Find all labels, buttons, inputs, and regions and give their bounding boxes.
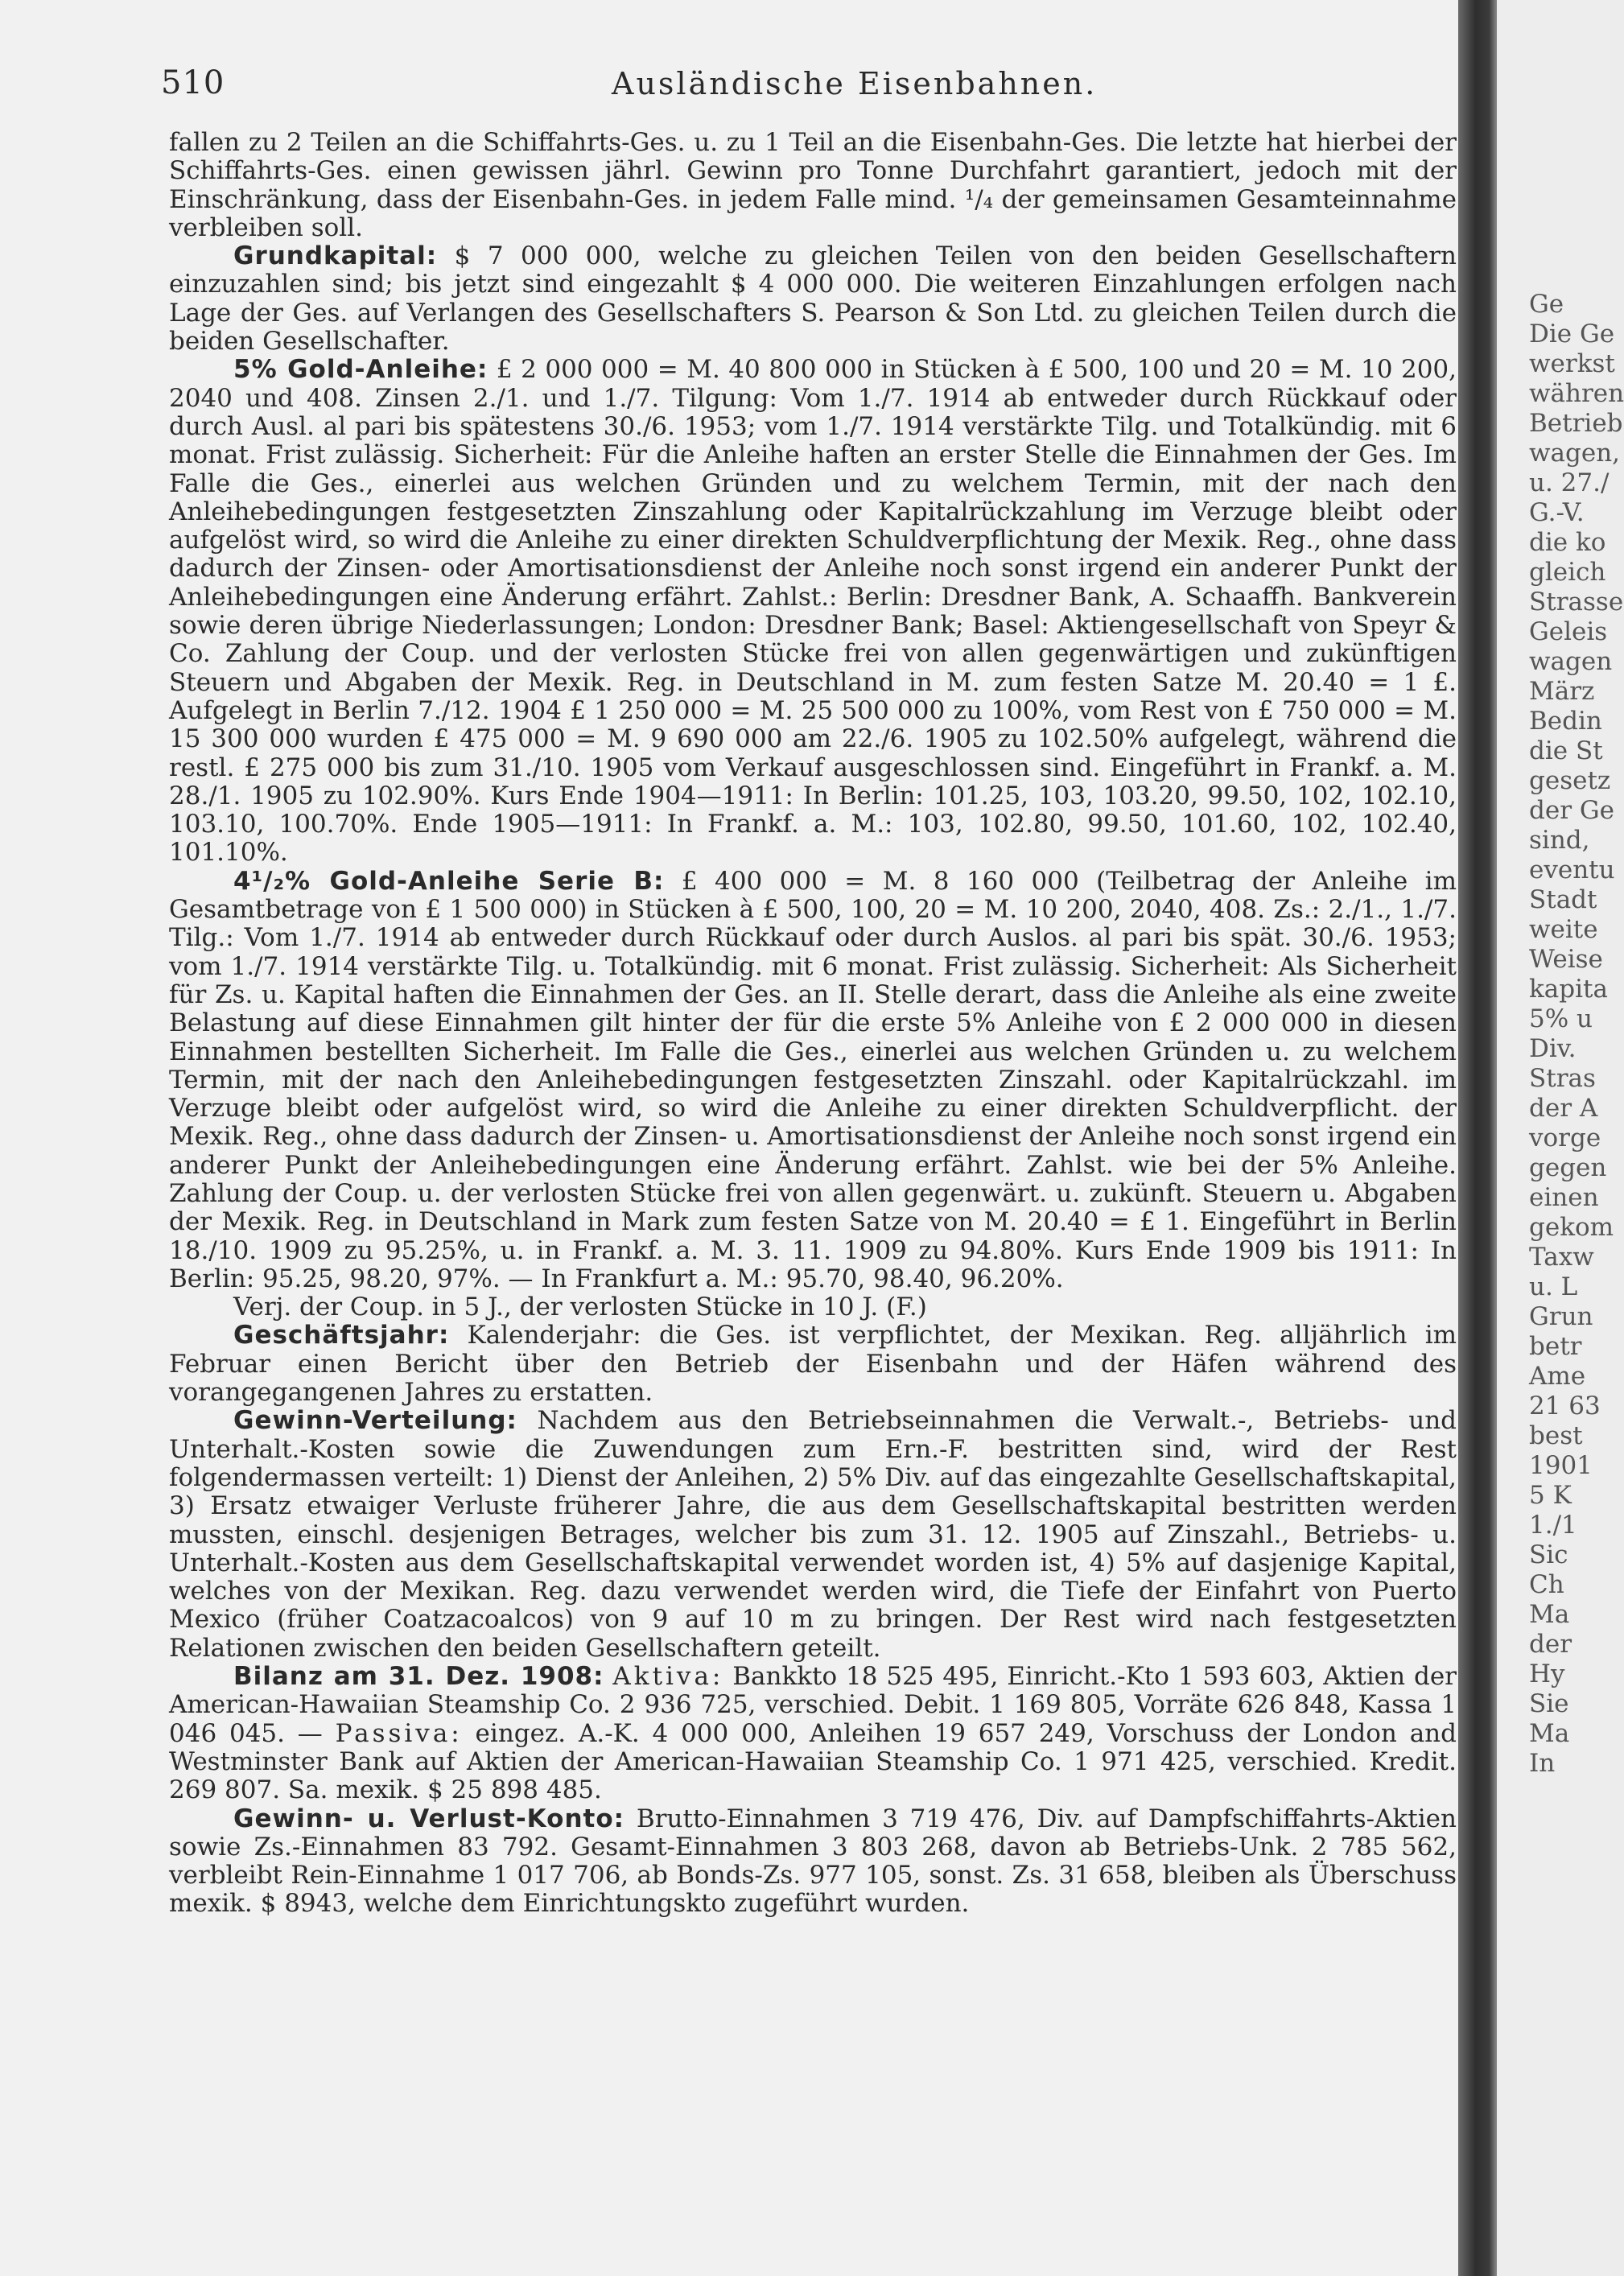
adjacent-page-fragment: 5% u: [1529, 1004, 1593, 1033]
adjacent-page-fragment: der: [1529, 1630, 1572, 1659]
page-number: 510: [161, 64, 225, 101]
adjacent-page-fragment: wagen: [1529, 647, 1613, 676]
adjacent-page-fragment: Sie: [1529, 1689, 1569, 1718]
adjacent-page-fragment: werkst: [1529, 349, 1615, 378]
paragraph-text: Kalenderjahr: die Ges. ist verpflichtet, der Mexikan. Reg. alljährlich im Februar einen Bericht über den Betrieb der Eisenbahn und der Häfen während des vorangegangenen Jahres zu erstatten.: [169, 1321, 1457, 1408]
paragraph-gewinn-verteilung: [169, 1407, 1457, 1663]
paragraph-bilanz: [169, 1663, 1457, 1804]
adjacent-page-fragment: sind,: [1529, 826, 1590, 855]
adjacent-page-fragment: kapita: [1529, 975, 1608, 1004]
article-body: [169, 129, 1457, 1919]
adjacent-page-fragment: 1./1: [1529, 1511, 1577, 1540]
adjacent-page-fragment: Geleis: [1529, 617, 1608, 646]
section-heading: Grundkapital:: [233, 241, 438, 271]
adjacent-page-fragment: währen: [1529, 379, 1624, 408]
section-heading: 5% Gold-Anleihe:: [233, 355, 488, 385]
adjacent-page-fragment: wagen,: [1529, 439, 1621, 468]
paragraph-text: Nachdem aus den Betriebseinnahmen die Verwalt.-, Betriebs- und Unterhalt.-Kosten sowie die Zuwendungen zum Ern.-F. bestritten sind, wird der Rest folgendermassen verteilt: 1) Dienst der Anleihen, 2) 5% Div. auf das eingezahlte Gesellschaftskapital, 3) Ersatz etwaiger Verluste früherer Jahre, die aus dem Gesellschaftskapital bestritten werden mussten, einschl. desjenigen Betrages, welcher bis zum 31. 12. 1905 auf Zinszahl., Betriebs- u. Unterhalt.-Kosten aus dem Gesellschaftskapital verwendet worden ist, 4) 5% auf dasjenige Kapital, welches von der Mexikan. Reg. dazu verwendet werden wird, die Tiefe der Einfahrt von Puerto Mexico (früher Coatzacoalcos) von 9 auf 10 m zu bringen. Der Rest wird nach festgesetzten Relationen zwischen den beiden Gesellschaftern geteilt.: [169, 1406, 1457, 1663]
paragraph-text: eingez. A.-K. 4 000 000, Anleihen 19 657 249, Vorschuss der London and Westminster Bank auf Aktien der American-Hawaiian Steamship Co. 1 971 425, verschied. Kredit. 269 807. Sa. mexik. $ 25 898 485.: [169, 1718, 1457, 1805]
adjacent-page-fragment: 1901: [1529, 1451, 1593, 1480]
adjacent-page-fragment: best: [1529, 1421, 1583, 1450]
adjacent-page-fragment: Strasse: [1529, 588, 1624, 616]
passiva-label: Passiva:: [335, 1718, 463, 1748]
paragraph-gewinn-verlust-konto: [169, 1805, 1457, 1919]
section-heading: 4¹/₂% Gold-Anleihe Serie B:: [233, 866, 665, 896]
paragraph-text: Bankkto 18 525 495, Einricht.-Kto 1 593 603, Aktien der American-Hawaiian Steamship Co. 2 936 725, verschied. Debit. 1 169 805, Vorräte 626 848, Kassa 1 046 045. —: [169, 1662, 1457, 1748]
adjacent-page-fragment: In: [1529, 1749, 1556, 1778]
adjacent-page-fragment: 5 K: [1529, 1481, 1572, 1510]
adjacent-page-fragment: G.-V.: [1529, 498, 1585, 527]
paragraph-continuation: [169, 129, 1457, 242]
page-header: [161, 64, 1449, 113]
adjacent-page-fragment: Bedin: [1529, 707, 1602, 736]
adjacent-page-fragment: u. L: [1529, 1272, 1578, 1301]
paragraph-text: [604, 1662, 613, 1691]
adjacent-page-fragment: Ma: [1529, 1719, 1570, 1748]
adjacent-page-fragment: der Ge: [1529, 796, 1614, 825]
adjacent-page-fragment: Ge: [1529, 290, 1564, 319]
adjacent-page-fragment: Grun: [1529, 1302, 1593, 1331]
running-title: Ausländische Eisenbahnen.: [612, 66, 1098, 101]
paragraph-text: £ 400 000 = M. 8 160 000 (Teilbetrag der Anleihe im Gesamtbetrage von £ 1 500 000) in Stücken à £ 500, 100, 20 = M. 10 200, 2040, 408. Zs.: 2./1., 1./7. Tilg.: Vom 1./7. 1914 ab entweder durch Rückkauf oder durch Auslos. al pari bis spät. 30./6. 1953; vom 1./7. 1914 verstärkte Tilg. u. Totalkündig. mit 6 monat. Frist zulässig. Sicherheit: Als Sicherheit für Zs. u. Kapital haften die Einnahmen der Ges. an II. Stelle derart, dass die Anleihe als eine zweite Belastung auf diese Einnahmen gilt hinter der für die erste 5% Anleihe von £ 2 000 000 in diesen Einnahmen bestellten Sicherheit. Im Falle die Ges., einerlei aus welchen Gründen u. zu welchem Termin, mit der nach den Anleihebedingungen festgesetzten Zinszahl. oder Kapitalrückzahl. im Verzuge bleibt oder aufgelöst wird, so wird die Anleihe zu einer direkten Schuldverpflicht. der Mexik. Reg., ohne dass dadurch der Zinsen- u. Amortisationsdienst der Anleihe noch sonst irgend ein anderer Punkt der Anleihebedingungen eine Änderung erfährt. Zahlst. wie bei der 5% Anleihe. Zahlung der Coup. u. der verlosten Stücke frei von allen gegenwärt. u. zukünft. Steuern u. Abgaben der Mexik. Reg. in Deutschland in Mark zum festen Satze von M. 20.40 = £ 1. Eingeführt in Berlin 18./10. 1909 zu 95.25%, u. in Frankf. a. M. 3. 11. 1909 zu 94.80%. Kurs Ende 1909 bis 1911: In Berlin: 95.25, 98.20, 97%. — In Frankfurt a. M.: 95.70, 98.40, 96.20%.: [169, 866, 1457, 1293]
adjacent-page-fragment: Weise: [1529, 945, 1603, 974]
adjacent-page-fragment: u. 27./: [1529, 468, 1610, 497]
adjacent-page-fragment: der A: [1529, 1094, 1598, 1123]
adjacent-page-fragment: eventu: [1529, 856, 1615, 884]
adjacent-page-fragment: Stras: [1529, 1064, 1596, 1093]
adjacent-page-fragment: die St: [1529, 736, 1603, 765]
adjacent-page-fragment: betr: [1529, 1332, 1582, 1361]
adjacent-page-fragment: vorge: [1529, 1124, 1601, 1152]
adjacent-page-fragment: Sic: [1529, 1540, 1568, 1569]
adjacent-page-fragment: gegen: [1529, 1153, 1607, 1182]
adjacent-page-fragment: weite: [1529, 915, 1598, 944]
adjacent-page-fragment: Div.: [1529, 1034, 1577, 1063]
section-heading: Gewinn-Verteilung:: [233, 1406, 517, 1436]
adjacent-page-fragment: Taxw: [1529, 1243, 1594, 1272]
adjacent-page-fragment: die ko: [1529, 528, 1606, 557]
adjacent-page-fragment: Stadt: [1529, 885, 1597, 914]
section-heading: Gewinn- u. Verlust-Konto:: [233, 1804, 625, 1833]
adjacent-page-fragment: Ch: [1529, 1570, 1564, 1599]
book-gutter: [1458, 0, 1497, 2276]
paragraph-text: fallen zu 2 Teilen an die Schiffahrts-Ges. u. zu 1 Teil an die Eisenbahn-Ges. Die letzte hat hierbei der Schiffahrts-Ges. einen gewissen jährl. Gewinn pro Tonne Durchfahrt garantiert, jedoch mit der Einschränkung, dass der Eisenbahn-Ges. in jedem Falle mind. ¹/₄ der gemeinsamen Gesamteinnahme verbleiben soll.: [169, 128, 1457, 242]
paragraph-gold-anleihe: [169, 356, 1457, 867]
adjacent-page-fragment: Ame: [1529, 1362, 1586, 1391]
paragraph-geschaeftsjahr: [169, 1321, 1457, 1407]
paragraph-text: $ 7 000 000, welche zu gleichen Teilen von den beiden Gesellschaftern einzuzahlen sind; bis jetzt sind eingezahlt $ 4 000 000. Die weiteren Einzahlungen erfolgen nach Lage der Ges. auf Verlangen des Gesellschafters S. Pearson & Son Ltd. zu gleichen Teilen durch die beiden Gesellschafter.: [169, 241, 1457, 357]
section-heading: Geschäftsjahr:: [233, 1321, 450, 1350]
paragraph-text: £ 2 000 000 = M. 40 800 000 in Stücken à £ 500, 100 und 20 = M. 10 200, 2040 und 408. Zinsen 2./1. und 1./7. Tilgung: Vom 1./7. 1914 ab entweder durch Rückkauf oder durch Ausl. al pari bis spätestens 30./6. 1953; vom 1./7. 1914 verstärkte Tilg. und Totalkündig. mit 6 monat. Frist zulässig. Sicherheit: Für die Anleihe haften an erster Stelle die Einnahmen der Ges. Im Falle die Ges., einerlei aus welchen Gründen und zu welchem Termin, mit der nach den Anleihebedingungen festgesetzten Zinszahlung oder Kapitalrückzahlung im Verzuge bleibt oder aufgelöst wird, so wird die Anleihe zu einer direkten Schuldverpflichtung der Mexik. Reg., ohne dass dadurch der Zinsen- oder Amortisationsdienst der Anleihe noch sonst irgend ein anderer Punkt der Anleihebedingungen eine Änderung erfährt. Zahlst.: Berlin: Dresdner Bank, A. Schaaffh. Bankverein sowie deren übrige Niederlassungen; London: Dresdner Bank; Basel: Aktiengesellschaft von Speyr & Co. Zahlung der Coup. und der verlosten Stücke frei von allen gegenwärtigen und zukünftigen Steuern und Abgaben der Mexik. Reg. in Deutschland in M. zum festen Satze M. 20.40 = 1 £. Aufgelegt in Berlin 7./12. 1904 £ 1 250 000 = M. 25 500 000 zu 100%, vom Rest von £ 750 000 = M. 15 300 000 wurden £ 475 000 = M. 9 690 000 am 22./6. 1905 zu 102.50% aufgelegt, während die restl. £ 275 000 bis zum 31./10. 1905 vom Verkauf ausgeschlossen sind. Eingeführt in Frankf. a. M. 28./1. 1905 zu 102.90%. Kurs Ende 1904—1911: In Berlin: 101.25, 103, 103.20, 99.50, 102, 102.10, 103.10, 100.70%. Ende 1905—1911: In Frankf. a. M.: 103, 102.80, 99.50, 101.60, 102, 102.40, 101.10%.: [169, 355, 1457, 868]
paragraph-grundkapital: [169, 242, 1457, 356]
adjacent-page-fragment: gesetz: [1529, 766, 1611, 795]
adjacent-page-fragment: Die Ge: [1529, 320, 1615, 348]
adjacent-page-fragment: 21 63: [1529, 1392, 1601, 1420]
paragraph-gold-anleihe-serie-b: [169, 868, 1457, 1293]
section-heading: Bilanz am 31. Dez. 1908:: [233, 1662, 604, 1692]
paragraph-text: Verj. der Coup. in 5 J., der verlosten Stücke in 10 J. (F.): [233, 1293, 927, 1322]
aktiva-label: Aktiva:: [612, 1662, 724, 1692]
adjacent-page-fragment: März: [1529, 677, 1595, 706]
adjacent-page-fragment: gleich: [1529, 558, 1606, 587]
adjacent-page-fragment: Ma: [1529, 1600, 1570, 1629]
adjacent-page-edge: [1497, 0, 1624, 2276]
adjacent-page-fragment: einen: [1529, 1183, 1599, 1212]
paragraph-verjaehrung: [169, 1293, 1457, 1321]
paragraph-text: Brutto-Einnahmen 3 719 476, Div. auf Dampfschiffahrts-Aktien sowie Zs.-Einnahmen 83 792. Gesamt-Einnahmen 3 803 268, davon ab Betriebs-Unk. 2 785 562, verbleibt Rein-Einnahme 1 017 706, ab Bonds-Zs. 977 105, sonst. Zs. 31 658, bleiben als Überschuss mexik. $ 8943, welche dem Einrichtungskto zugeführt wurden.: [169, 1804, 1457, 1919]
adjacent-page-fragment: Hy: [1529, 1660, 1565, 1688]
adjacent-page-fragment: Betrieb: [1529, 409, 1623, 438]
adjacent-page-fragment: gekom: [1529, 1213, 1614, 1242]
